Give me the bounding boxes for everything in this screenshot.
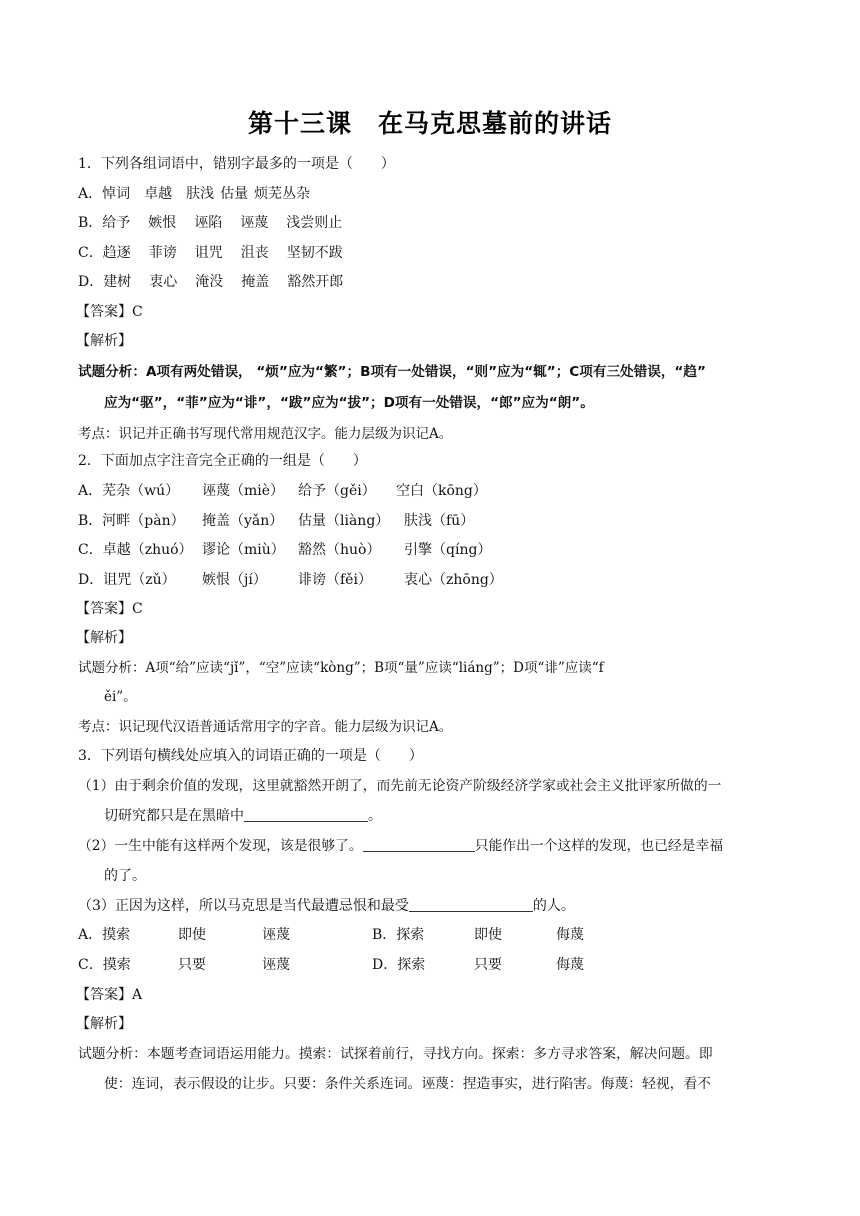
q3-option-a-1: A．摸索 — [78, 927, 131, 943]
q2-option-c-3: 豁然（huò） — [298, 542, 381, 558]
q3-sentence3: （3）正因为这样，所以马克思是当代最遭忌恨和最受 的人。 — [78, 898, 575, 914]
lesson-number: 第十三课 — [247, 109, 352, 138]
q2-knowledge-point: 考点：识记现代汉语普通话常用字的字音。能力层级为识记A。 — [78, 719, 453, 735]
q3-answer: 【答案】A — [76, 987, 143, 1003]
q3-blank-1 — [244, 807, 368, 822]
q2-option-b-3: 估量（liàng） — [298, 513, 390, 529]
q2-analysis-label: 【解析】 — [76, 630, 132, 646]
q3-sentence2-line1: （2）一生中能有这样两个发现，该是很够了。 只能作出一个这样的发现，也已经是幸福 — [78, 838, 724, 854]
lesson-name: 在马克思墓前的讲话 — [378, 109, 613, 138]
q1-option-c: C．趋逐 菲谤 诅咒 沮丧 坚韧不跋 — [78, 245, 343, 261]
q3-blank-2 — [363, 837, 475, 852]
q2-answer: 【答案】C — [76, 601, 143, 617]
q1-option-d: D．建树 衷心 淹没 掩盖 豁然开郎 — [78, 274, 344, 290]
q3-blank-3 — [409, 897, 533, 912]
q2-option-a-1: A．芜杂（wú） — [78, 483, 180, 499]
q3-sentence1-line1: （1）由于剩余价值的发现，这里就豁然开朗了，而先前无论资产阶级经济学家或社会主义批评家所做的一 — [78, 778, 722, 794]
q2-option-b-4: 肤浅（fū） — [404, 513, 475, 529]
q2-option-d-3: 诽谤（fěi） — [298, 572, 372, 588]
q2-option-c-4: 引擎（qíng） — [404, 542, 492, 558]
q3-sentence1-line2: 切研究都只是在黑暗中 。 — [104, 808, 382, 824]
q2-option-b-2: 掩盖（yǎn） — [202, 513, 284, 529]
q3-option-b-3: 侮蔑 — [556, 927, 584, 943]
q3-option-c-2: 只要 — [178, 957, 206, 973]
q3-option-a-3: 诬蔑 — [262, 927, 290, 943]
q1-analysis-label: 【解析】 — [76, 333, 132, 349]
q2-option-b-1: B．河畔（pàn） — [78, 513, 185, 529]
q2-option-a-2: 诬蔑（miè） — [202, 483, 285, 499]
q1-analysis-line1: 试题分析：A项有两处错误， “烦”应为“繁”；B项有一处错误，“则”应为“辄”；C项有三处错误，“趋” — [78, 364, 706, 380]
q2-option-d-4: 衷心（zhōng） — [404, 572, 503, 588]
q1-analysis-line2: 应为“驱”，“菲”应为“诽”，“跋”应为“拔”；D项有一处错误，“郎”应为“朗”。 — [104, 395, 594, 411]
q2-option-a-4: 空白（kōng） — [396, 483, 487, 499]
q1-stem: 1．下列各组词语中，错别字最多的一项是（ ） — [78, 156, 395, 172]
q2-option-c-2: 谬论（miù） — [202, 542, 285, 558]
q3-option-b-1: B．探索 — [372, 927, 425, 943]
q1-answer: 【答案】C — [76, 304, 143, 320]
q3-option-d-1: D．探索 — [372, 957, 426, 973]
q1-option-b: B．给予 嫉恨 诬陷 诬蔑 浅尝则止 — [78, 215, 343, 231]
lesson-title — [0, 104, 860, 140]
q3-option-c-1: C．摸索 — [78, 957, 131, 973]
q2-option-a-3: 给予（gěi） — [298, 483, 376, 499]
q3-option-a-2: 即使 — [178, 927, 206, 943]
q2-option-c-1: C．卓越（zhuó） — [78, 542, 193, 558]
q3-option-c-3: 诬蔑 — [262, 957, 290, 973]
q3-analysis-line1: 试题分析：本题考查词语运用能力。摸索：试探着前行，寻找方向。探索：多方寻求答案，解决问题。即 — [78, 1046, 713, 1062]
q3-option-d-3: 侮蔑 — [556, 957, 584, 973]
q3-sentence2-line2: 的了。 — [104, 868, 146, 884]
q3-stem: 3．下列语句横线处应填入的词语正确的一项是（ ） — [78, 748, 423, 764]
q1-option-a: A．悼词 卓越 肤浅 估量 烦芜丛杂 — [78, 186, 311, 202]
q3-analysis-line2: 使：连词，表示假设的让步。只要：条件关系连词。诬蔑：捏造事实，进行陷害。侮蔑：轻视，看不 — [104, 1076, 712, 1092]
q2-analysis-line1: 试题分析：A项“给”应读“jǐ”，“空”应读“kòng”；B项“量”应读“liáng”；D项“诽”应读“f — [78, 660, 604, 676]
q2-stem: 2．下面加点字注音完全正确的一组是（ ） — [78, 453, 367, 469]
q3-analysis-label: 【解析】 — [76, 1016, 132, 1032]
q1-knowledge-point: 考点：识记并正确书写现代常用规范汉字。能力层级为识记A。 — [78, 426, 453, 442]
q2-analysis-line2: ěi”。 — [104, 689, 137, 705]
q2-option-d-2: 嫉恨（jí） — [202, 572, 267, 588]
q3-option-d-2: 只要 — [474, 957, 502, 973]
q3-option-b-2: 即使 — [474, 927, 502, 943]
q2-option-d-1: D．诅咒（zǔ） — [78, 572, 176, 588]
